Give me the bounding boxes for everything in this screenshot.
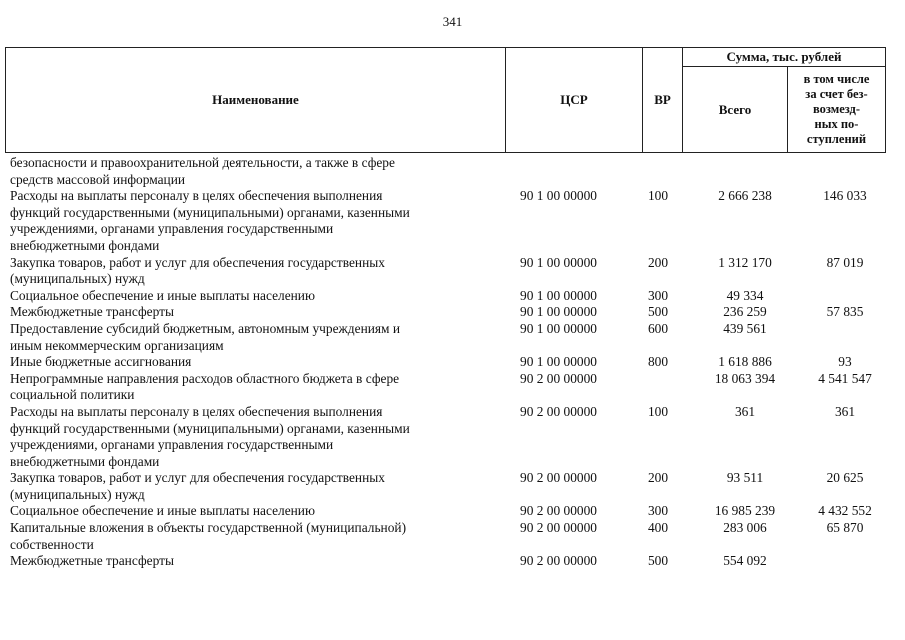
row-csr: 90 1 00 00000 xyxy=(520,320,597,336)
table-row xyxy=(10,520,885,553)
row-name-line: Капитальные вложения в объекты государственной (муниципальной) xyxy=(10,520,407,536)
row-total: 1 312 170 xyxy=(718,254,772,270)
row-name-line: Закупка товаров, работ и услуг для обеспечения государственных xyxy=(10,254,385,270)
row-name-line: внебюджетными фондами xyxy=(10,237,160,253)
row-name xyxy=(10,354,480,371)
row-vr: 600 xyxy=(647,320,669,336)
row-name-line: Непрограммные направления расходов областного бюджета в сфере xyxy=(10,370,400,386)
header-including-line: за счет без- xyxy=(805,87,868,101)
header-including-line: ных по- xyxy=(814,117,859,131)
row-name-line: Межбюджетные трансферты xyxy=(10,553,174,569)
row-gratis: 4 432 552 xyxy=(818,503,872,519)
row-name-line: Межбюджетные трансферты xyxy=(10,304,174,320)
page-number: 341 xyxy=(442,14,463,29)
row-name xyxy=(10,188,480,254)
row-vr: 300 xyxy=(647,503,669,519)
row-csr: 90 1 00 00000 xyxy=(520,188,597,204)
header-including-line: в том числе xyxy=(803,72,870,86)
row-name-line: Расходы на выплаты персоналу в целях обеспечения выполнения xyxy=(10,403,383,419)
table-row xyxy=(10,155,885,188)
row-gratis: 65 870 xyxy=(826,520,864,536)
row-name-line: иным некоммерческим организациям xyxy=(10,337,224,353)
header-name: Наименование xyxy=(6,48,506,153)
row-total: 93 511 xyxy=(726,470,764,486)
row-name xyxy=(10,553,480,570)
row-name-line: Закупка товаров, работ и услуг для обеспечения государственных xyxy=(10,470,385,486)
row-name-line: учреждениями, органами управления государственными xyxy=(10,221,334,237)
table-row xyxy=(10,553,885,570)
row-total: 2 666 238 xyxy=(718,188,772,204)
row-total: 236 259 xyxy=(723,304,767,320)
row-name xyxy=(10,255,480,288)
row-name-line: собственности xyxy=(10,536,94,552)
row-total: 554 092 xyxy=(723,553,767,569)
row-name-line: учреждениями, органами управления государственными xyxy=(10,437,334,453)
row-vr: 200 xyxy=(647,470,669,486)
row-csr: 90 2 00 00000 xyxy=(520,470,597,486)
row-vr: 500 xyxy=(647,304,669,320)
row-total: 16 985 239 xyxy=(714,503,776,519)
row-name-line: безопасности и правоохранительной деятельности, а также в сфере xyxy=(10,155,395,170)
row-gratis: 146 033 xyxy=(823,188,867,204)
row-vr: 200 xyxy=(647,254,669,270)
row-name xyxy=(10,155,480,188)
row-name xyxy=(10,371,480,404)
row-name-line: социальной политики xyxy=(10,387,135,403)
header-total: Всего xyxy=(683,67,788,153)
table-row xyxy=(10,304,885,321)
table-row xyxy=(10,288,885,305)
table-row xyxy=(10,371,885,404)
row-csr: 90 1 00 00000 xyxy=(520,354,597,370)
table-body xyxy=(10,155,885,570)
row-csr: 90 2 00 00000 xyxy=(520,403,597,419)
row-name-line: Расходы на выплаты персоналу в целях обеспечения выполнения xyxy=(10,188,383,204)
row-gratis: 4 541 547 xyxy=(818,370,872,386)
row-gratis: 93 xyxy=(838,354,852,370)
row-name-line: средств массовой информации xyxy=(10,171,186,187)
row-gratis: 87 019 xyxy=(826,254,864,270)
row-name xyxy=(10,470,480,503)
row-name-line: Социальное обеспечение и иные выплаты населению xyxy=(10,503,315,519)
row-gratis: 57 835 xyxy=(826,304,864,320)
table-row xyxy=(10,503,885,520)
row-vr: 100 xyxy=(647,403,669,419)
row-name xyxy=(10,321,480,354)
table-header xyxy=(5,47,886,153)
row-csr: 90 1 00 00000 xyxy=(520,304,597,320)
row-vr: 300 xyxy=(647,287,669,303)
row-total: 283 006 xyxy=(723,520,767,536)
row-name-line: (муниципальных) нужд xyxy=(10,486,145,502)
row-name xyxy=(10,520,480,553)
header-including-line: ступлений xyxy=(806,132,867,146)
header-sum-title: Сумма, тыс. рублей xyxy=(683,48,886,67)
row-vr: 800 xyxy=(647,354,669,370)
row-total: 361 xyxy=(734,403,756,419)
row-total: 1 618 886 xyxy=(718,354,772,370)
row-name-line: (муниципальных) нужд xyxy=(10,271,145,287)
row-vr: 400 xyxy=(647,520,669,536)
row-name-line: Иные бюджетные ассигнования xyxy=(10,354,192,370)
row-name-line: функций государственными (муниципальными) органами, казенными xyxy=(10,420,410,436)
table-row xyxy=(10,188,885,254)
header-including xyxy=(788,67,886,153)
header-vr: ВР xyxy=(643,48,683,153)
row-gratis: 20 625 xyxy=(826,470,864,486)
header-including-line: возмезд- xyxy=(812,102,861,116)
row-csr: 90 1 00 00000 xyxy=(520,287,597,303)
row-name xyxy=(10,404,480,470)
table-row xyxy=(10,255,885,288)
row-total: 18 063 394 xyxy=(714,370,776,386)
row-name-line: Социальное обеспечение и иные выплаты населению xyxy=(10,287,315,303)
row-name-line: внебюджетными фондами xyxy=(10,453,160,469)
row-name xyxy=(10,503,480,520)
row-csr: 90 2 00 00000 xyxy=(520,370,597,386)
row-csr: 90 2 00 00000 xyxy=(520,503,597,519)
header-csr: ЦСР xyxy=(506,48,643,153)
table-row xyxy=(10,321,885,354)
row-csr: 90 1 00 00000 xyxy=(520,254,597,270)
table-row xyxy=(10,354,885,371)
row-total: 49 334 xyxy=(726,287,764,303)
row-name xyxy=(10,288,480,305)
row-name-line: Предоставление субсидий бюджетным, автономным учреждениям и xyxy=(10,320,401,336)
table-row xyxy=(10,404,885,470)
row-vr: 100 xyxy=(647,188,669,204)
row-vr: 500 xyxy=(647,553,669,569)
row-csr: 90 2 00 00000 xyxy=(520,520,597,536)
row-name xyxy=(10,304,480,321)
row-csr: 90 2 00 00000 xyxy=(520,553,597,569)
row-name-line: функций государственными (муниципальными) органами, казенными xyxy=(10,204,410,220)
row-total: 439 561 xyxy=(723,320,767,336)
table-row xyxy=(10,470,885,503)
row-gratis: 361 xyxy=(834,403,856,419)
